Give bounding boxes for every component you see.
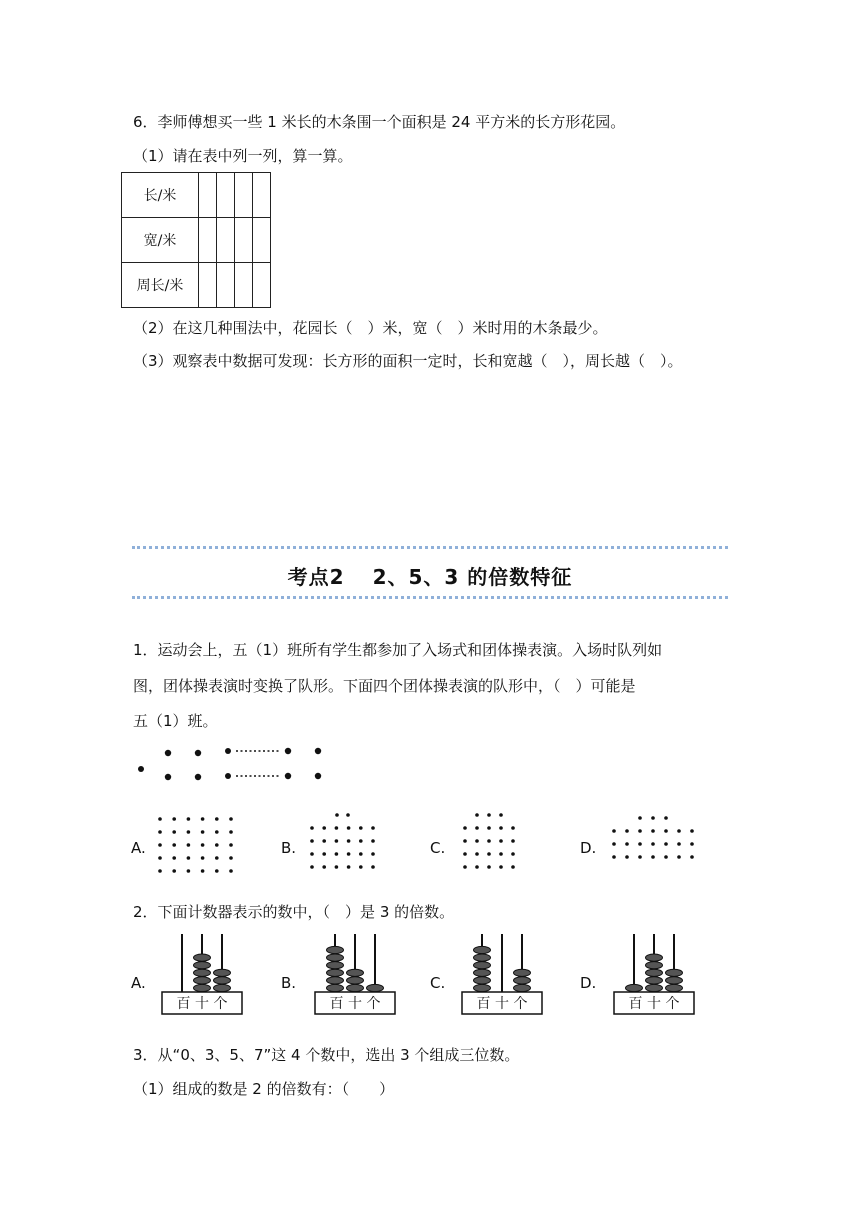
abacus-bead [514, 984, 531, 991]
abacus-label: 百 十 个 [176, 996, 228, 1012]
formation-dot [625, 842, 629, 846]
abacus-bead [474, 962, 491, 969]
abacus-bead [474, 969, 491, 976]
abacus-bead [514, 969, 531, 976]
abacus-bead [327, 977, 344, 984]
q1-option-b[interactable]: B. [281, 839, 297, 857]
section-label: 考点2 [287, 565, 345, 589]
abacus-bead [646, 962, 663, 969]
abacus-bead [327, 946, 344, 953]
abacus-bead [214, 969, 231, 976]
abacus-bead [214, 984, 231, 991]
formation-dot [677, 829, 681, 833]
formation-dot [638, 842, 642, 846]
formation-dot [612, 829, 616, 833]
formation-dot [664, 829, 668, 833]
abacus-bead [474, 946, 491, 953]
abacus-bead [347, 969, 364, 976]
abacus-bead [666, 977, 683, 984]
abacus-bead [646, 954, 663, 961]
q6-sub3: （3）观察表中数据可发现：长方形的面积一定时，长和宽越（ ），周长越（ ）。 [133, 352, 683, 370]
abacus-bead [646, 984, 663, 991]
abacus-bead [666, 984, 683, 991]
abacus-bead [327, 969, 344, 976]
formation-dot [651, 855, 655, 859]
table-row-header: 周长/米 [122, 263, 199, 308]
abacus-bead [514, 977, 531, 984]
formation-dot [625, 855, 629, 859]
abacus-bead [347, 977, 364, 984]
formation-dot [638, 816, 642, 820]
abacus-a [160, 930, 250, 1030]
abacus-bead [474, 954, 491, 961]
q6-sub2: （2）在这几种围法中，花园长（ ）米，宽（ ）米时用的木条最少。 [133, 319, 608, 337]
abacus-bead [626, 984, 643, 991]
q2-option-d[interactable]: D. [580, 974, 597, 992]
abacus-bead [214, 977, 231, 984]
formation-dot [651, 842, 655, 846]
section-title: 2、5、3 的倍数特征 [372, 565, 573, 589]
formation-dot [677, 855, 681, 859]
abacus-bead [474, 977, 491, 984]
formation-dot [625, 829, 629, 833]
abacus-bead [327, 954, 344, 961]
formation-dot [690, 842, 694, 846]
abacus-bead [327, 962, 344, 969]
abacus-bead [194, 977, 211, 984]
abacus-bead [367, 984, 384, 991]
abacus-label: 百 十 个 [628, 996, 680, 1012]
formation-dot [651, 829, 655, 833]
abacus-bead [666, 969, 683, 976]
abacus-bead [474, 984, 491, 991]
q2-stem: 2．下面计数器表示的数中，（ ）是 3 的倍数。 [133, 903, 455, 921]
q1-line3: 五（1）班。 [133, 712, 218, 730]
q2-option-a[interactable]: A. [131, 974, 146, 992]
formation-dot [664, 816, 668, 820]
q2-option-c[interactable]: C. [430, 974, 446, 992]
formation-dot [612, 855, 616, 859]
abacus-c [460, 930, 550, 1030]
table-row-header: 长/米 [122, 173, 199, 218]
q6-sub1: （1）请在表中列一列，算一算。 [133, 147, 353, 165]
q3-sub1: （1）组成的数是 2 的倍数有：（ ） [133, 1080, 395, 1098]
abacus-bead [347, 984, 364, 991]
table-row-header: 宽/米 [122, 218, 199, 263]
abacus-bead [194, 962, 211, 969]
abacus-label: 百 十 个 [476, 996, 528, 1012]
q2-option-b[interactable]: B. [281, 974, 297, 992]
abacus-label: 百 十 个 [329, 996, 381, 1012]
abacus-b [313, 930, 403, 1030]
formation-dot [651, 816, 655, 820]
formation-dot [690, 829, 694, 833]
q1-option-a[interactable]: A. [131, 839, 146, 857]
q1-option-d[interactable]: D. [580, 839, 597, 857]
q1-line1: 1．运动会上，五（1）班所有学生都参加了入场式和团体操表演。入场时队列如 [133, 641, 663, 659]
abacus-bead [194, 969, 211, 976]
q3-stem: 3．从“0、3、5、7”这 4 个数中，选出 3 个组成三位数。 [133, 1046, 520, 1064]
formation-dot [690, 855, 694, 859]
formation-dot [664, 842, 668, 846]
q1-option-c[interactable]: C. [430, 839, 446, 857]
formation-dot [638, 829, 642, 833]
formation-dot [664, 855, 668, 859]
abacus-bead [194, 984, 211, 991]
abacus-bead [646, 977, 663, 984]
abacus-d [612, 930, 702, 1030]
formation-dot [638, 855, 642, 859]
abacus-bead [194, 954, 211, 961]
q6-stem: 6．李师傅想买一些 1 米长的木条围一个面积是 24 平方米的长方形花园。 [133, 113, 626, 131]
abacus-bead [327, 984, 344, 991]
q1-line2: 图，团体操表演时变换了队形。下面四个团体操表演的队形中，（ ）可能是 [133, 677, 636, 695]
formation-dot [612, 842, 616, 846]
formation-dot [677, 842, 681, 846]
abacus-bead [646, 969, 663, 976]
